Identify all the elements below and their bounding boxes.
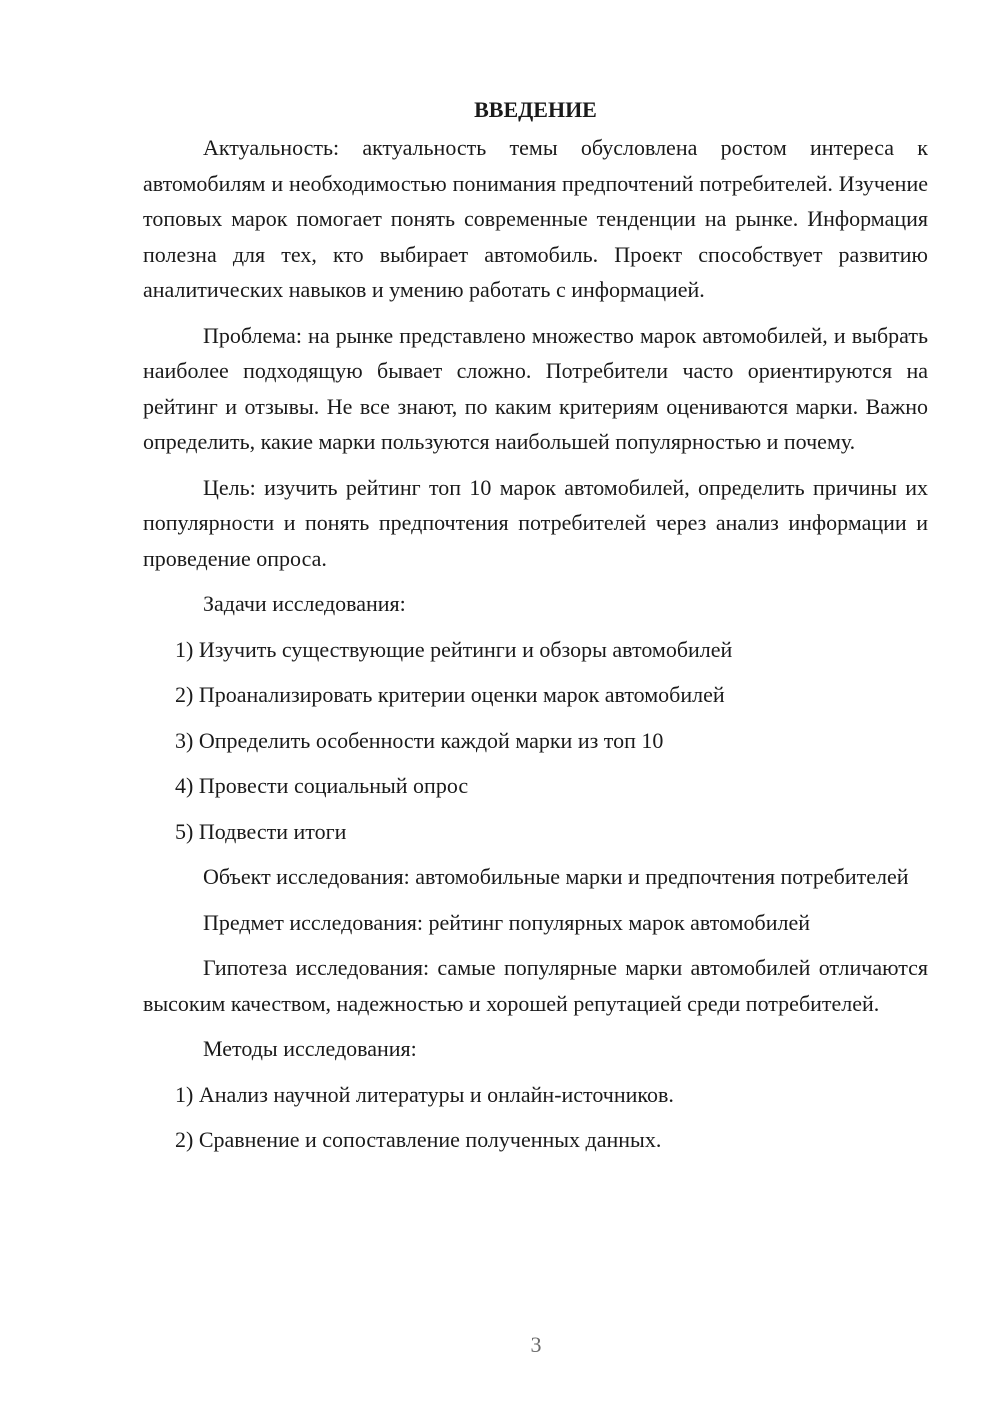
- method-item: 2) Сравнение и сопоставление полученных данных.: [175, 1127, 662, 1152]
- page-number: 3: [530, 1332, 542, 1357]
- task-item: 5) Подвести итоги: [175, 818, 347, 844]
- goal-paragraph: Цель: изучить рейтинг топ 10 марок автомобилей, определить причины их популярности и понять предпочтения потребителей через анализ информации и проведение опроса.: [143, 474, 928, 571]
- tasks-heading: Задачи исследования:: [203, 591, 406, 616]
- document-page: [143, 90, 928, 1168]
- task-item: 4) Провести социальный опрос: [175, 773, 469, 798]
- section-title: ВВЕДЕНИЕ: [474, 97, 597, 122]
- subject-paragraph: Предмет исследования: рейтинг популярных марок автомобилей: [203, 909, 811, 935]
- task-item: 3) Определить особенности каждой марки из топ 10: [175, 727, 664, 753]
- object-paragraph: Объект исследования: автомобильные марки и предпочтения потребителей: [203, 864, 909, 889]
- task-item: 2) Проанализировать критерии оценки марок автомобилей: [175, 682, 725, 707]
- problem-paragraph: Проблема: на рынке представлено множество марок автомобилей, и выбрать наиболее подходящую бывает сложно. Потребители часто ориентируются на рейтинг и отзывы. Не все знают, по каким критериям оцениваются марки. Важно определить, какие марки пользуются наибольшей популярностью и почему.: [143, 322, 928, 454]
- hypothesis-paragraph: Гипотеза исследования: самые популярные марки автомобилей отличаются высоким качеством, надежностью и хорошей репутацией среди потребителей.: [143, 955, 928, 1016]
- relevance-paragraph: Актуальность: актуальность темы обусловлена ростом интереса к автомобилям и необходимостью понимания предпочтений потребителей. Изучение топовых марок помогает понять современные тенденции на рынке. Информация полезна для тех, кто выбирает автомобиль. Проект способствует развитию аналитических навыков и умению работать с информацией.: [143, 135, 928, 302]
- method-item: 1) Анализ научной литературы и онлайн-источников.: [175, 1081, 674, 1107]
- task-item: 1) Изучить существующие рейтинги и обзоры автомобилей: [175, 636, 733, 662]
- methods-heading: Методы исследования:: [203, 1036, 417, 1061]
